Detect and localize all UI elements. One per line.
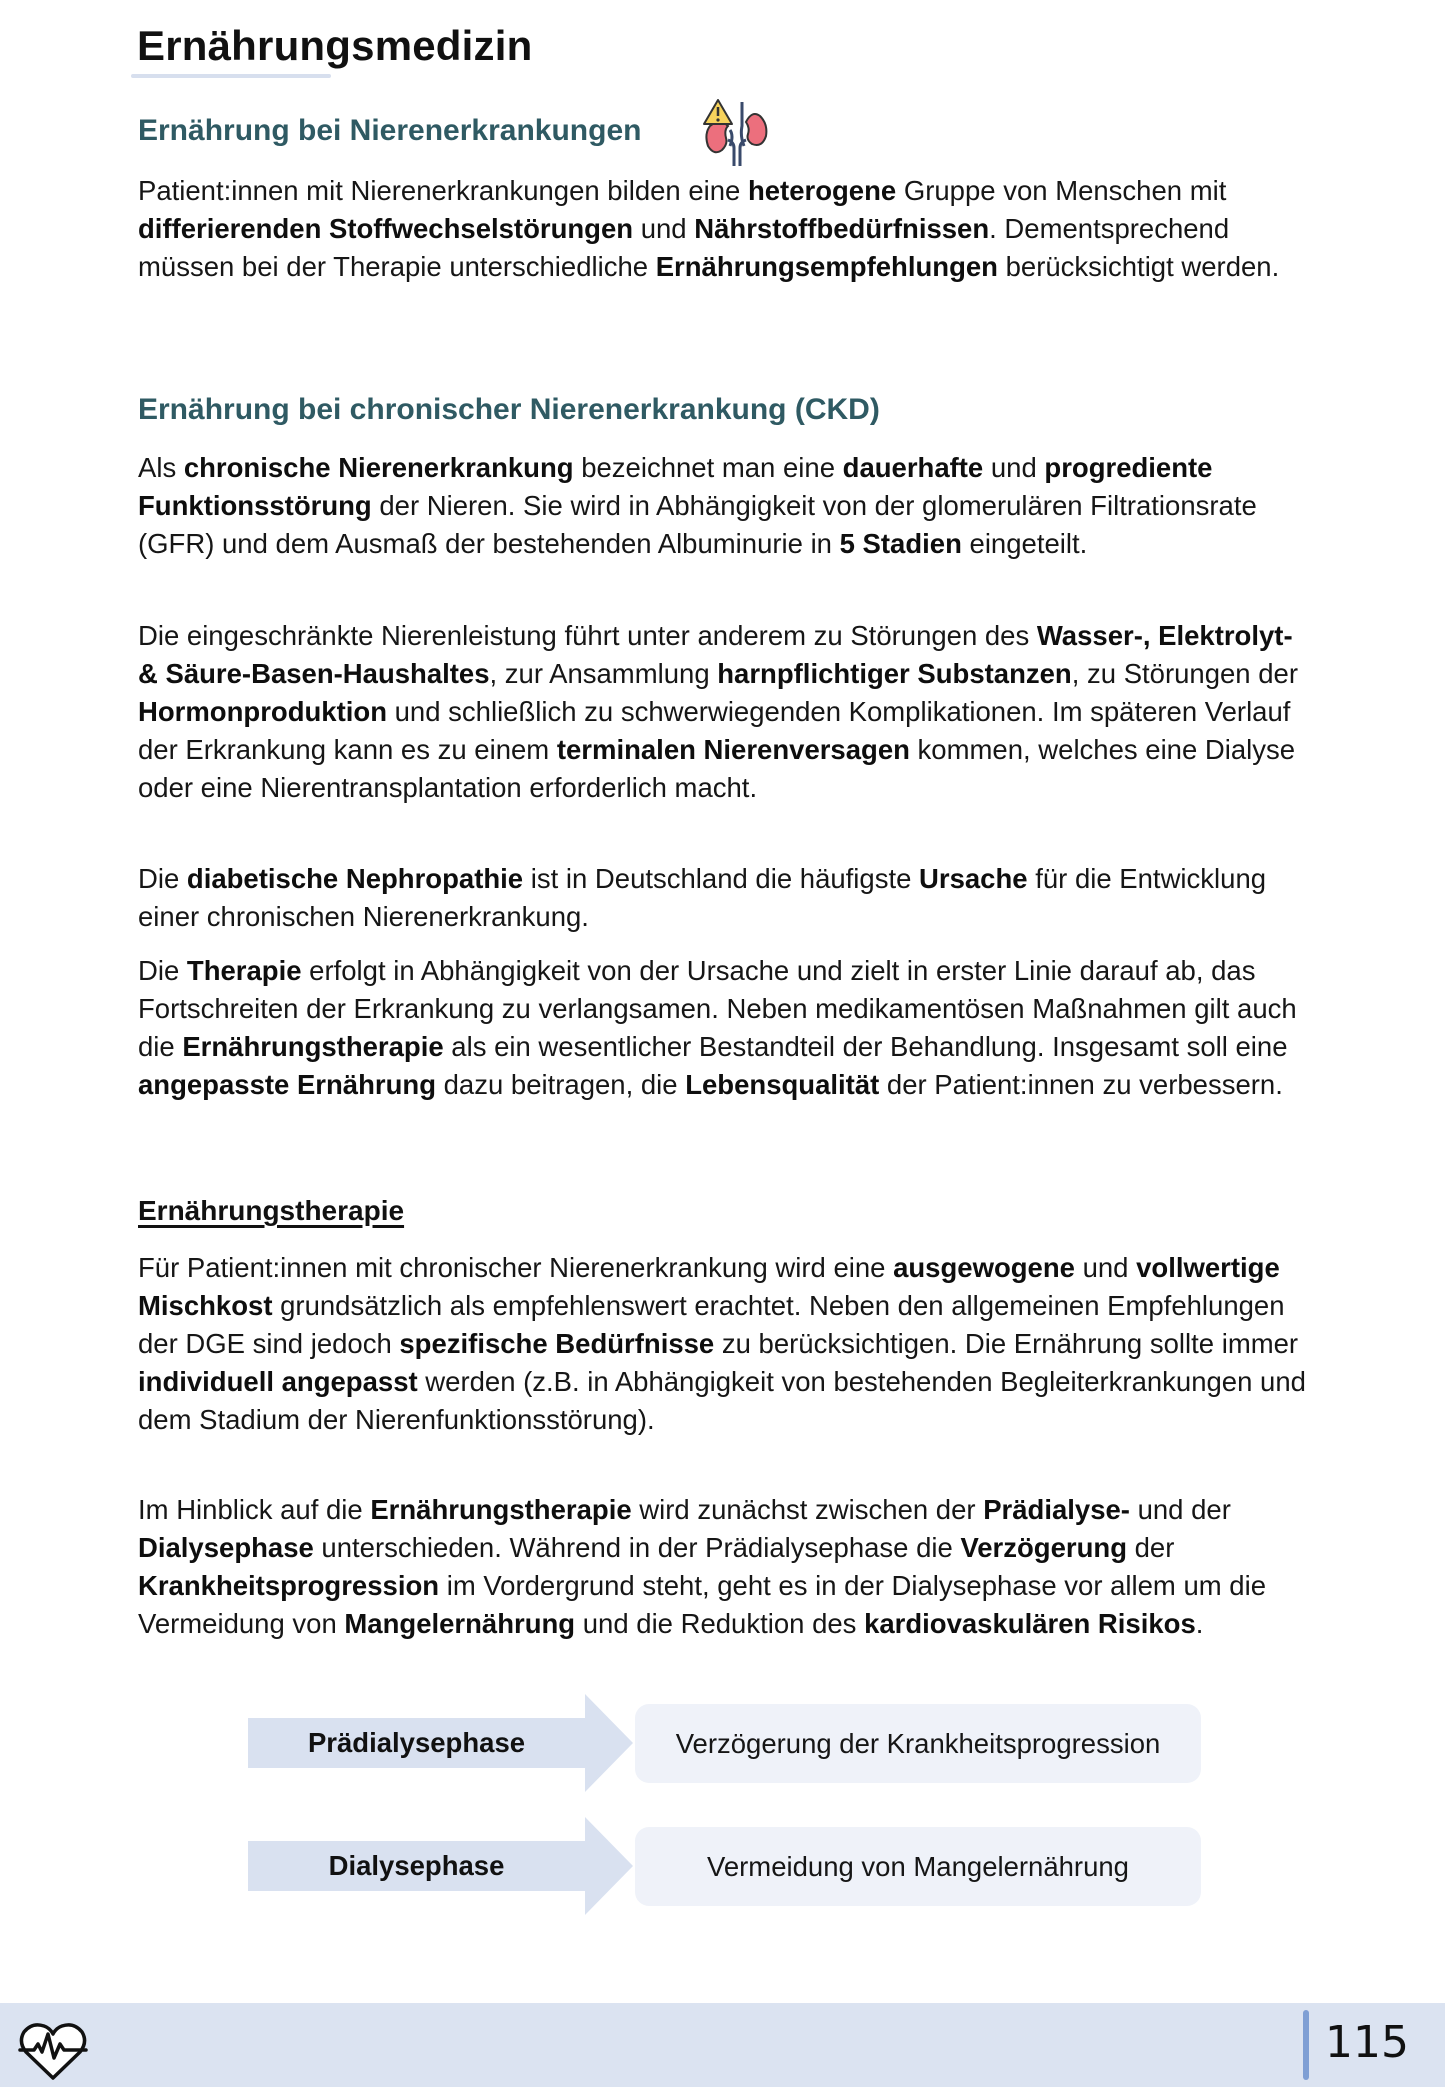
text-run: der Nieren. Sie wird in Abhängigkeit von der glomerulären Filtrationsrate (GFR) und dem Ausmaß der bestehenden Albuminurie in: [138, 490, 1257, 559]
bold-term: harnpflichtiger Substanzen: [717, 658, 1072, 689]
text-run: unterschieden. Während in der Prädialysephase die: [313, 1532, 961, 1563]
phase-arrow-dialyse: [248, 1817, 633, 1915]
text-run: , zu Störungen der: [1071, 658, 1298, 689]
bold-term: chronische Nierenerkrankung: [183, 452, 574, 483]
text-run: ist in Deutschland die häufigste: [523, 863, 920, 894]
text-run: wird zunächst zwischen der: [631, 1494, 984, 1525]
bold-term: ausgewogene: [893, 1252, 1075, 1283]
bold-term: dauerhafte: [842, 452, 984, 483]
title-underline: [131, 74, 331, 78]
bold-term: Hormonproduktion: [138, 696, 387, 727]
ckd-paragraph-2: [138, 617, 1318, 807]
text-run: . Dementsprechend müssen bei der Therapie unterschiedliche: [138, 213, 1230, 282]
text-run: und: [1074, 1252, 1137, 1283]
bold-term: progrediente Funktionsstörung: [138, 452, 1213, 521]
text-run: bezeichnet man eine: [573, 452, 843, 483]
intro-paragraph: [138, 172, 1318, 286]
text-run: erfolgt in Abhängigkeit von der Ursache und zielt in erster Linie darauf ab, das Fortschreiten der Erkrankung zu verlangsamen. Neben medikamentösen Maßnahmen gilt auch die: [138, 955, 1297, 1062]
bold-term: Ursache: [919, 863, 1028, 894]
bold-term: vollwertige Mischkost: [138, 1252, 1280, 1321]
text-run: eingeteilt.: [961, 528, 1088, 559]
kidney-warning-icon: [700, 96, 770, 166]
bold-term: angepasste Ernährung: [138, 1069, 436, 1100]
bold-term: Prädialyse-: [983, 1494, 1130, 1525]
bold-term: diabetische Nephropathie: [186, 863, 524, 894]
text-run: und die Reduktion des: [575, 1608, 865, 1639]
phase-goal-box: Verzögerung der Krankheitsprogression: [635, 1704, 1201, 1783]
text-run: grundsätzlich als empfehlenswert erachtet. Neben den allgemeinen Empfehlungen der DGE sind jedoch: [138, 1290, 1285, 1359]
ckd-paragraph-3: [138, 860, 1318, 936]
text-run: Gruppe von Menschen mit: [896, 175, 1227, 206]
phase-label: Prädialysephase: [307, 1727, 526, 1758]
therapy-paragraph-2: [138, 1491, 1318, 1643]
bold-term: Mangelernährung: [344, 1608, 576, 1639]
bold-term: individuell angepasst: [138, 1366, 418, 1397]
text-run: Als: [138, 452, 184, 483]
text-run: und: [983, 452, 1045, 483]
section-heading-ckd: Ernährung bei chronischer Nierenerkrankung (CKD): [138, 393, 880, 426]
subheading-ernaehrungstherapie: Ernährungstherapie: [138, 1195, 405, 1226]
bold-term: Verzögerung: [960, 1532, 1127, 1563]
text-run: werden (z.B. in Abhängigkeit von bestehenden Begleiterkrankungen und dem Stadium der Nierenfunktionsstörung).: [138, 1366, 1306, 1435]
page-number-bar: [1303, 2010, 1309, 2080]
bold-term: differierenden Stoffwechselstörungen: [138, 213, 634, 244]
bold-term: Lebensqualität: [685, 1069, 880, 1100]
text-run: Die: [138, 863, 187, 894]
bold-term: Ernährungstherapie: [182, 1031, 444, 1062]
page-title: Ernährungsmedizin: [137, 22, 533, 69]
heart-pulse-icon: [18, 2020, 88, 2082]
text-run: Die: [138, 955, 187, 986]
text-run: zu berücksichtigen. Die Ernährung sollte immer: [714, 1328, 1299, 1359]
text-run: Die eingeschränkte Nierenleistung führt unter anderem zu Störungen des: [138, 620, 1037, 651]
ckd-paragraph-4: [138, 952, 1318, 1104]
bold-term: 5 Stadien: [839, 528, 962, 559]
bold-term: Ernährungsempfehlungen: [655, 251, 998, 282]
text-run: .: [1195, 1608, 1204, 1639]
bold-term: spezifische Bedürfnisse: [399, 1328, 715, 1359]
text-run: dazu beitragen, die: [436, 1069, 686, 1100]
text-run: und der: [1129, 1494, 1231, 1525]
therapy-paragraph-1: [138, 1249, 1318, 1439]
text-run: der: [1127, 1532, 1175, 1563]
bold-term: heterogene: [747, 175, 897, 206]
phase-goal-box: Vermeidung von Mangelernährung: [635, 1827, 1201, 1906]
text-run: berücksichtigt werden.: [997, 251, 1280, 282]
text-run: als ein wesentlicher Bestandteil der Behandlung. Insgesamt soll eine: [443, 1031, 1288, 1062]
text-run: Patient:innen mit Nierenerkrankungen bilden eine: [138, 175, 748, 206]
bold-term: Ernährungstherapie: [370, 1494, 632, 1525]
text-run: , zur Ansammlung: [489, 658, 718, 689]
section-heading-nierenerkrankungen: Ernährung bei Nierenerkrankungen: [138, 114, 642, 147]
text-run: Im Hinblick auf die: [138, 1494, 371, 1525]
bold-term: terminalen Nierenversagen: [556, 734, 910, 765]
page-footer: [0, 2003, 1445, 2087]
bold-term: Therapie: [186, 955, 302, 986]
bold-term: kardiovaskulären Risikos: [864, 1608, 1196, 1639]
page-number: 115: [1325, 2017, 1409, 2068]
text-run: Für Patient:innen mit chronischer Nierenerkrankung wird eine: [138, 1252, 894, 1283]
ckd-paragraph-1: [138, 449, 1318, 563]
bold-term: Wasser-, Elektrolyt- & Säure-Basen-Haushaltes: [138, 620, 1293, 689]
text-run: und: [633, 213, 695, 244]
bold-term: Dialysephase: [138, 1532, 314, 1563]
bold-term: Krankheitsprogression: [138, 1570, 440, 1601]
bold-term: Nährstoffbedürfnissen: [694, 213, 990, 244]
text-run: kommen, welches eine Dialyse oder eine Nierentransplantation erforderlich macht.: [138, 734, 1296, 803]
phase-arrow-praedialyse: [248, 1694, 633, 1792]
text-run: der Patient:innen zu verbessern.: [879, 1069, 1283, 1100]
text-run: für die Entwicklung einer chronischen Nierenerkrankung.: [138, 863, 1267, 932]
text-run: und schließlich zu schwerwiegenden Komplikationen. Im späteren Verlauf der Erkrankung kann es zu einem: [138, 696, 1291, 765]
phase-label: Dialysephase: [328, 1850, 505, 1881]
text-run: im Vordergrund steht, geht es in der Dialysephase vor allem um die Vermeidung von: [138, 1570, 1267, 1639]
